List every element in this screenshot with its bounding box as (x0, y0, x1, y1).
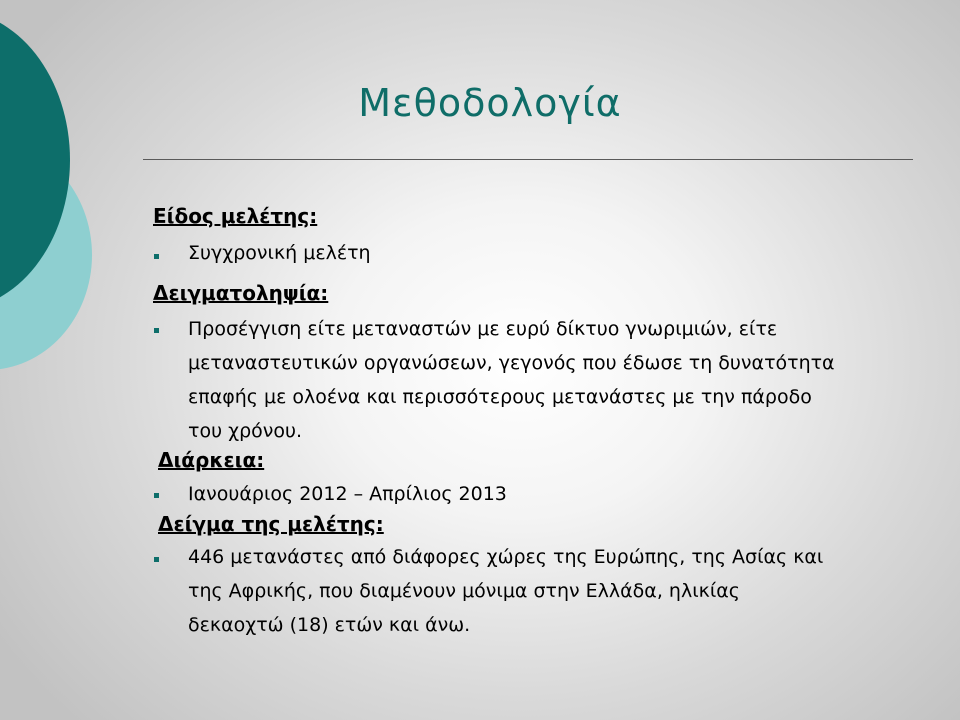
bullet-sampling-line-2: μεταναστευτικών οργανώσεων, γεγονός που έδωσε τη δυνατότητα (188, 352, 835, 374)
bullet-sample-line-3: δεκαοχτώ (18) ετών και άνω. (188, 614, 471, 636)
bullet-sample (188, 540, 908, 642)
bullet-marker (154, 493, 159, 498)
heading-sampling: Δειγματοληψία: (153, 281, 329, 305)
bullet-sampling-line-3: επαφής με ολοένα και περισσότερους μετανάστες με την πάροδο (188, 386, 812, 408)
bullet-sample-line-1: 446 μετανάστες από διάφορες χώρες της Ευρώπης, της Ασίας και (188, 546, 824, 568)
bullet-sampling-line-4: του χρόνου. (188, 420, 303, 442)
bullet-sampling-line-1: Προσέγγιση είτε μεταναστών με ευρύ δίκτυο γνωριμιών, είτε (188, 318, 778, 340)
bullet-sample-line-2: της Αφρικής, που διαμένουν μόνιμα στην Ελλάδα, ηλικίας (188, 580, 740, 602)
heading-sample: Δείγμα της μελέτης: (158, 512, 384, 536)
heading-study-type: Είδος μελέτης: (153, 204, 318, 228)
bullet-sampling (188, 312, 908, 448)
title-divider (143, 159, 913, 160)
bullet-marker (154, 557, 159, 562)
bullet-study-type: Συγχρονική μελέτη (188, 242, 371, 264)
bullet-marker (154, 328, 159, 333)
bullet-duration: Ιανουάριος 2012 – Απρίλιος 2013 (188, 483, 507, 505)
slide-title: Μεθοδολογία (358, 81, 622, 125)
bullet-marker (154, 254, 159, 259)
heading-duration: Διάρκεια: (158, 448, 265, 472)
